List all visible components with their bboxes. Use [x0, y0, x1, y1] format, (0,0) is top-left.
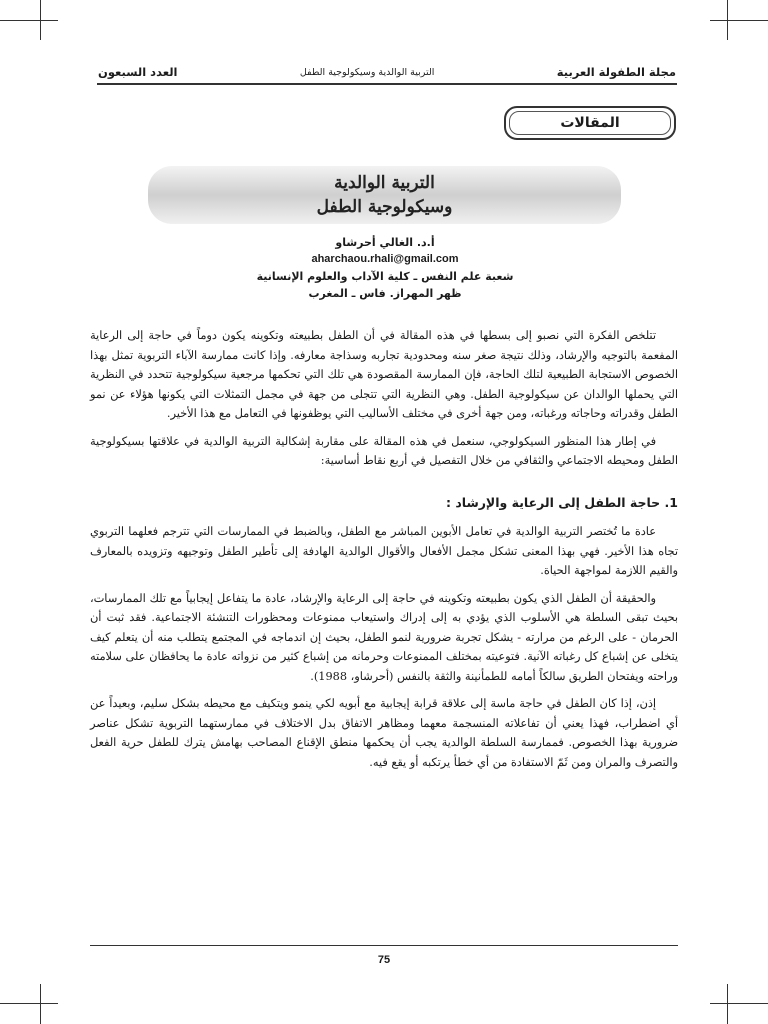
page-number: 75 [377, 954, 391, 966]
crop-mark [40, 984, 41, 1024]
article-title-band [148, 166, 621, 224]
author-name: أ.د. الغالي أحرشاو [335, 236, 435, 249]
section-label: المقالات [560, 115, 620, 131]
crop-mark [727, 0, 728, 40]
article-title-line-2: وسيكولوجية الطفل [316, 197, 453, 217]
journal-name: مجلة الطفولة العربية [556, 65, 676, 79]
footer-rule [90, 945, 678, 946]
paragraph: تتلخص الفكرة التي نصبو إلى بسطها في هذه المقالة في أن الطفل بطبيعته وتكوينه يكون دوماً في حاجة إلى الرعاية المفعمة بالتوجيه والإرشاد، وذلك نتيجة صغر سنه ومحدودية تجاربه وسذاجة معارفه. وإذا كانت ممارسة الآباء التربوية تمثل بهذا الخصوص الاستجابة الطبيعية لتلك الحاجة، فإن الممارسة المقصودة هي تلك التي تحكمها مرجعية سيكولوجية تتحدد في النظرية التي يحملها الوالدان عن سيكولوجية الطفل. وهي النظرية التي تتجلى من جهة في مجمل التمثلات التي يكونها هؤلاء عن نمو الطفل وقدراته وحاجاته ورغباته، ومن جهة أخرى في مختلف الأساليب التي يوظفونها في التعامل مع هذا الأخير. [90, 329, 678, 420]
crop-mark [40, 0, 41, 40]
article-body [90, 326, 678, 772]
crop-mark [0, 20, 58, 21]
author-email: aharchaou.rhali@gmail.com [311, 253, 459, 265]
article-short-title: التربية الوالدية وسيكولوجية الطفل [299, 66, 435, 78]
crop-mark [710, 1003, 768, 1004]
crop-mark [727, 984, 728, 1024]
paragraph: والحقيقة أن الطفل الذي يكون بطبيعته وتكوينه في حاجة إلى الرعاية والإرشاد، عادة ما يتفاعل إيجابياً مع تلك الممارسات، بحيث تبقى السلطة هي الأسلوب الذي يؤدي به إلى إدراك واستيعاب ممنوعات ومحظورات التنشئة الاجتماعية. فقد ثبت أن الحرمان - على الرغم من مرارته - يشكل تجربة ضرورية لنمو الطفل، بحيث إن اندماجه في المجتمع يتطلب منه أن يتعلم كيف يتخلى عن إشباع كل رغباته الآنية. فتوعيته بمختلف الممنوعات وحرمانه من إشباع كثير من نزواته عادة ما يحافظان على سلامته وراحته ويفتحان الطريق سالكاً أمامه للطمأنينة والثقة بالنفس (أحرشاو، 1988). [90, 591, 678, 683]
section-label-box [504, 106, 676, 140]
crop-mark [0, 1003, 58, 1004]
author-affiliation: شعبة علم النفس ـ كلية الآداب والعلوم الإنسانية [256, 270, 514, 283]
header-rule [97, 83, 677, 85]
article-title-line-1: التربية الوالدية [334, 173, 435, 193]
author-byline [150, 234, 620, 302]
running-head [98, 62, 676, 82]
paragraph: في إطار هذا المنظور السيكولوجي، سنعمل في هذه المقالة على مقاربة إشكالية التربية الوالدية في علاقتها بسيكولوجية الطفل ومحيطه الاجتماعي والثقافي من خلال التفصيل في أربع نقاط أساسية: [90, 434, 678, 467]
section-heading: 1. حاجة الطفل إلى الرعاية والإرشاد : [445, 494, 678, 510]
paragraph: إذن، إذا كان الطفل في حاجة ماسة إلى علاقة قرابة إيجابية مع أبويه لكي ينمو ويتكيف مع محيطه بشكل سليم، وبعيداً عن أي اضطراب، فهذا يعني أن تفاعلاته المنسجمة معهما ومظاهر الاتفاق بدل الاختلاف في ممارستهما التربوية تشكل عناصر ضرورية بهذا الخصوص. فممارسة السلطة الوالدية يجب أن يحكمها منطق الإقناع المصاحب بهامش يترك للطفل حرية الفعل والتصرف والمران ومن ثَمّ الاستفادة من أي خطأ يرتكبه أو يقع فيه. [90, 697, 678, 769]
author-location: ظهر المهراز. فاس ـ المغرب [308, 287, 462, 300]
crop-mark [710, 20, 768, 21]
paragraph: عادة ما تُختصر التربية الوالدية في تعامل الأبوين المباشر مع الطفل، وبالضبط في الممارسات التي تترجم فعلهما التربوي تجاه هذا الأخير. فهي بهذا المعنى تشكل مجمل الأفعال والأقوال الوالدية الهادفة إلى تأطير الطفل وتوجيهه وتزويده بالمعارف والقيم اللازمة لمواجهة الحياة. [90, 525, 678, 577]
issue-number: العدد السبعون [98, 65, 178, 79]
